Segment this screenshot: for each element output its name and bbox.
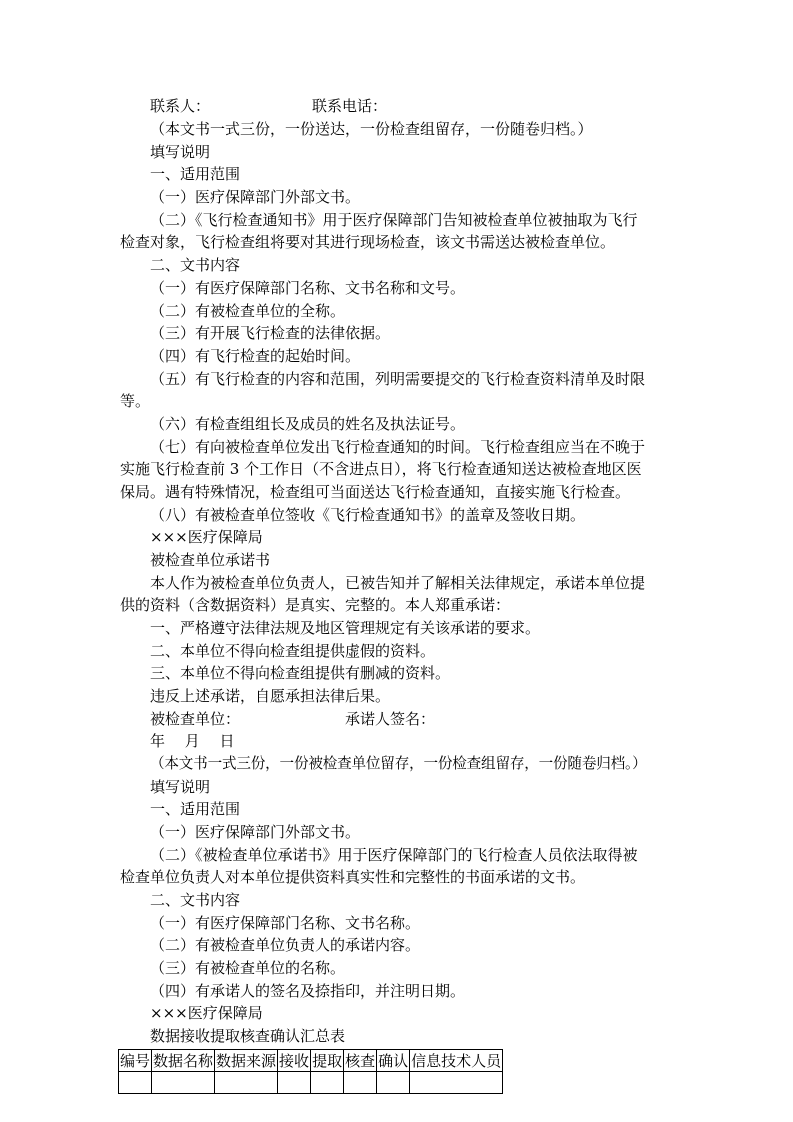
- header-confirmed: 确认: [377, 1050, 410, 1072]
- content-item-7-line-3: 保局。遇有特殊情况，检查组可当面送达飞行检查通知，直接实施飞行检查。: [120, 483, 631, 501]
- pledge-item-2: 二、本单位不得向检查组提供虚假的资料。: [150, 642, 436, 660]
- pledge-scope-item-2-line-1: （二）《被检查单位承诺书》用于医疗保障部门的飞行检查人员依法取得被: [150, 846, 638, 864]
- contact-phone-label: 联系电话：: [312, 97, 388, 115]
- table-header-row: [119, 1050, 503, 1072]
- content-item-5-line-2: 等。: [120, 392, 151, 410]
- scope-title: 一、适用范围: [150, 165, 241, 183]
- summary-table-title: 数据接收提取核查确认汇总表: [150, 1027, 346, 1045]
- content-item-3: （三）有开展飞行检查的法律依据。: [150, 324, 391, 342]
- pledge-content-item-1: （一）有医疗保障部门名称、文书名称。: [150, 914, 421, 932]
- header-verified: 核查: [344, 1050, 377, 1072]
- header-data-source: 数据来源: [215, 1050, 278, 1072]
- scope-item-2-line-1: （二）《飞行检查通知书》用于医疗保障部门告知被检查单位被抽取为飞行: [150, 211, 638, 229]
- copies-note: （本文书一式三份，一份送达，一份检查组留存，一份随卷归档。）: [150, 120, 593, 138]
- pledge-item-3: 三、本单位不得向检查组提供有删减的资料。: [150, 664, 451, 682]
- issuer: ×××医疗保障局: [150, 528, 263, 546]
- inspected-unit-label: 被检查单位：: [150, 710, 241, 728]
- date-label: 年 月 日: [150, 732, 235, 750]
- pledge-instructions-title: 填写说明: [150, 778, 211, 796]
- content-item-8: （八）有被检查单位签收《飞行检查通知书》的盖章及签收日期。: [150, 506, 586, 524]
- contact-person-label: 联系人：: [150, 97, 211, 115]
- pledge-scope-item-1: （一）医疗保障部门外部文书。: [150, 823, 361, 841]
- scope-item-2-line-2: 检查对象，飞行检查组将要对其进行现场检查，该文书需送达被检查单位。: [120, 233, 616, 251]
- pledge-content-item-4: （四）有承诺人的签名及捺指印，并注明日期。: [150, 982, 466, 1000]
- content-item-1: （一）有医疗保障部门名称、文书名称和文号。: [150, 279, 466, 297]
- summary-table: [118, 1049, 503, 1094]
- pledge-copies-note: （本文书一式三份，一份被检查单位留存，一份检查组留存，一份随卷归档。）: [150, 755, 647, 772]
- pledge-scope-title: 一、适用范围: [150, 800, 241, 818]
- table-cell: [410, 1072, 503, 1094]
- table-cell: [152, 1072, 215, 1094]
- instructions-title: 填写说明: [150, 143, 211, 161]
- table-cell: [311, 1072, 344, 1094]
- table-cell: [278, 1072, 311, 1094]
- pledge-content-item-3: （三）有被检查单位的名称。: [150, 959, 346, 977]
- content-item-4: （四）有飞行检查的起始时间。: [150, 347, 361, 365]
- content-item-7-line-1: （七）有向被检查单位发出飞行检查通知的时间。飞行检查组应当在不晚于: [150, 438, 646, 456]
- pledge-title: 被检查单位承诺书: [150, 551, 271, 569]
- content-item-7-line-2: 实施飞行检查前 3 个工作日（不含进点日），将飞行检查通知送达被检查地区医: [120, 460, 642, 478]
- header-received: 接收: [278, 1050, 311, 1072]
- pledge-item-1: 一、严格遵守法律法规及地区管理规定有关该承诺的要求。: [150, 619, 541, 637]
- content-item-5-line-1: （五）有飞行检查的内容和范围，列明需要提交的飞行检查资料清单及时限: [150, 370, 646, 388]
- scope-item-1: （一）医疗保障部门外部文书。: [150, 188, 361, 206]
- table-cell: [215, 1072, 278, 1094]
- table-cell: [377, 1072, 410, 1094]
- table-row: [119, 1072, 503, 1094]
- signer-label: 承诺人签名：: [345, 710, 436, 728]
- header-it-staff: 信息技术人员: [410, 1050, 503, 1072]
- content-item-6: （六）有检查组组长及成员的姓名及执法证号。: [150, 415, 466, 433]
- pledge-scope-item-2-line-2: 检查单位负责人对本单位提供资料真实性和完整性的书面承诺的文书。: [120, 868, 586, 886]
- header-extracted: 提取: [311, 1050, 344, 1072]
- pledge-breach: 违反上述承诺，自愿承担法律后果。: [150, 687, 391, 705]
- header-id: 编号: [119, 1050, 152, 1072]
- header-data-name: 数据名称: [152, 1050, 215, 1072]
- pledge-content-item-2: （二）有被检查单位负责人的承诺内容。: [150, 936, 421, 954]
- pledge-content-title: 二、文书内容: [150, 891, 241, 909]
- pledge-intro-line-1: 本人作为被检查单位负责人，已被告知并了解相关法律规定，承诺本单位提: [150, 574, 646, 592]
- content-title: 二、文书内容: [150, 256, 241, 274]
- pledge-intro-line-2: 供的资料（含数据资料）是真实、完整的。本人郑重承诺：: [120, 596, 511, 614]
- content-item-2: （二）有被检查单位的全称。: [150, 302, 346, 320]
- pledge-issuer: ×××医疗保障局: [150, 1004, 263, 1022]
- table-cell: [344, 1072, 377, 1094]
- table-cell: [119, 1072, 152, 1094]
